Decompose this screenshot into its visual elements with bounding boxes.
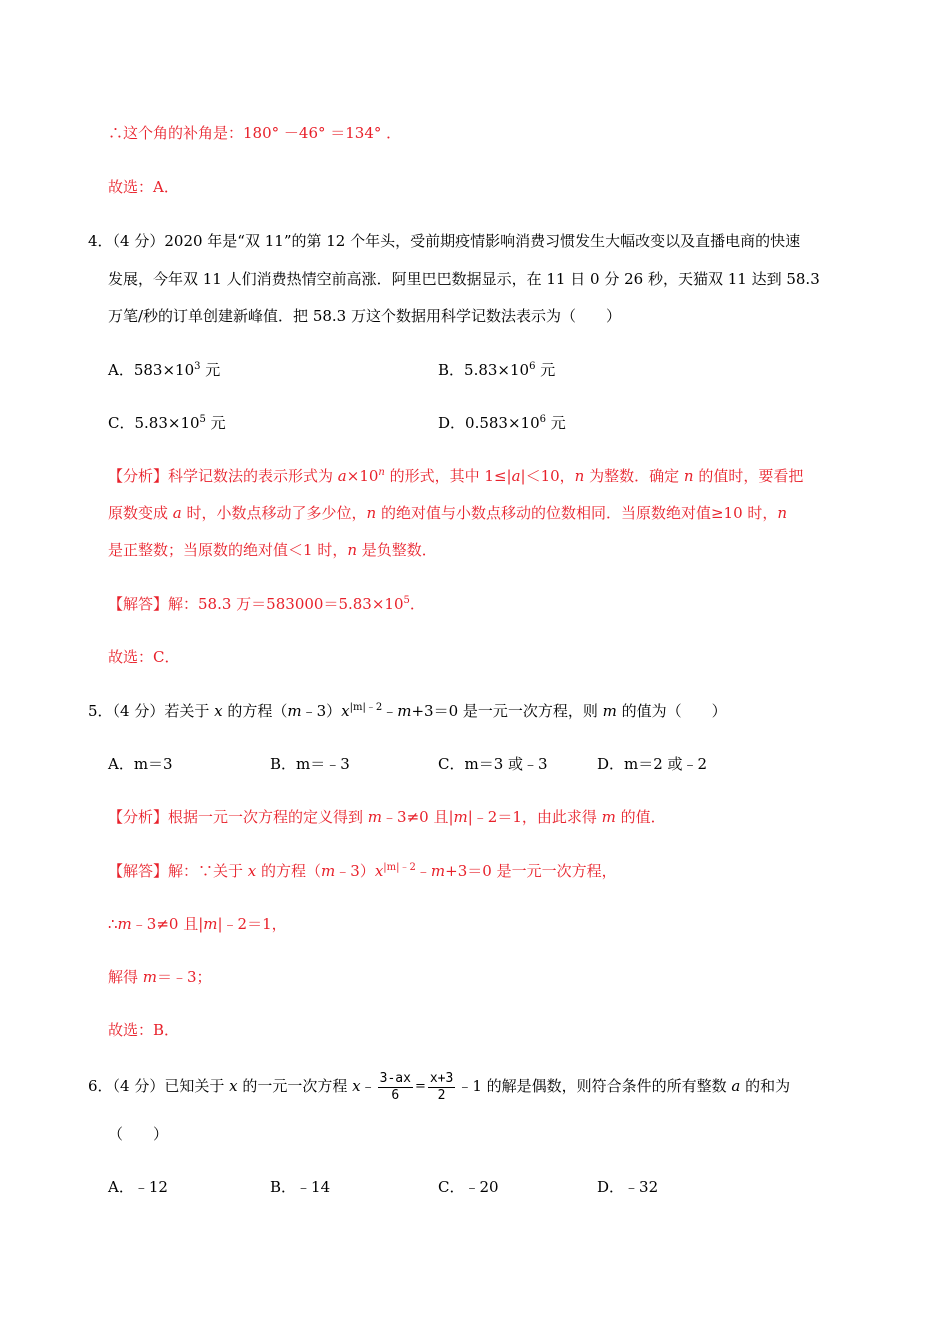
q6-stem-line2: （ ）: [108, 1125, 169, 1143]
analysis-tag: 【分析】: [108, 808, 169, 826]
q5-choice: 故选：B．: [108, 1021, 180, 1039]
q4-analysis-line1: 【分析】科学记数法的表示形式为 $a\times 10^n$ 的形式，其中 1≤|a|＜10，n 为整数．确定 n 的值时，要看把: [108, 467, 804, 485]
q4-choice: 故选：C．: [108, 648, 180, 666]
solution-tag: 【解答】: [108, 862, 169, 880]
q6-option-a[interactable]: A．﹣12: [108, 1178, 168, 1196]
q5-stem: 5．（4 分）若关于 x 的方程$(m﹣3)x^{|m|﹣2}﹣m+3=0$ 是一元一次方程，则 m 的值为（ ）: [88, 702, 727, 720]
fraction-2: $\frac{x+3}{2}$: [429, 1070, 454, 1103]
q5-step1: ∴m﹣3≠0 且|m|﹣2＝1，: [108, 915, 287, 933]
solution-tag: 【解答】: [108, 595, 169, 613]
q3-conclusion: ∴这个角的补角是：180° －46° ＝134° ．: [108, 124, 402, 142]
q4-solution: 【解答】解：58.3 万$=583000=5.83\times 10^5$．: [108, 595, 425, 613]
q4-option-c[interactable]: C．$5.83\times 10^5$ 元: [108, 414, 226, 432]
q5-option-c[interactable]: C．m＝3 或﹣3: [438, 755, 548, 773]
q4-option-d[interactable]: D．$0.583\times 10^6$ 元: [438, 414, 566, 432]
q5-solution: 【解答】解：∵关于 x 的方程$(m﹣3)x^{|m|﹣2}﹣m+3=0$ 是一元一次方程，: [108, 862, 617, 880]
q6-stem-line1: 6．（4 分）已知关于 x 的一元一次方程 x﹣ $\frac{3-ax}{6}$ = $\frac{x+3}{2}$ ﹣1 的解是偶数，则符合条件的所有整数 a 的和为: [88, 1070, 791, 1103]
q5-step2: 解得 m＝﹣3；: [108, 968, 212, 986]
q5-option-b[interactable]: B．m＝﹣3: [270, 755, 350, 773]
q4-stem-line1: 4．（4 分）2020 年是“双 11”的第 12 个年头，受前期疫情影响消费习惯发生大幅改变以及直播电商的快速: [88, 232, 801, 250]
q4-option-b[interactable]: B．$5.83\times 10^6$ 元: [438, 361, 556, 379]
fraction-1: $\frac{3-ax}{6}$: [379, 1070, 411, 1103]
q4-stem-line3: 万笔/秒的订单创建新峰值．把 58.3 万这个数据用科学记数法表示为（ ）: [108, 307, 621, 325]
q4-option-a[interactable]: A．$583\times 10^3$ 元: [108, 361, 221, 379]
q4-analysis-line2: 原数变成 a 时，小数点移动了多少位，n 的绝对值与小数点移动的位数相同．当原数绝对值≥10 时，n: [108, 504, 788, 522]
q5-option-a[interactable]: A．m＝3: [108, 755, 173, 773]
q5-analysis: 【分析】根据一元一次方程的定义得到 m﹣3≠0 且|m|﹣2＝1，由此求得 m 的值．: [108, 808, 666, 826]
q5-option-d[interactable]: D．m＝2 或﹣2: [597, 755, 708, 773]
q3-choice: 故选：A．: [108, 178, 179, 196]
q6-option-c[interactable]: C．﹣20: [438, 1178, 499, 1196]
q6-option-b[interactable]: B．﹣14: [270, 1178, 331, 1196]
q4-stem-line2: 发展，今年双 11 人们消费热情空前高涨．阿里巴巴数据显示，在 11 日 0 分 26 秒，天猫双 11 达到 58.3: [108, 270, 820, 288]
q6-option-d[interactable]: D．﹣32: [597, 1178, 659, 1196]
analysis-tag: 【分析】: [108, 467, 169, 485]
q4-analysis-line3: 是正整数；当原数的绝对值＜1 时，n 是负整数．: [108, 541, 437, 559]
